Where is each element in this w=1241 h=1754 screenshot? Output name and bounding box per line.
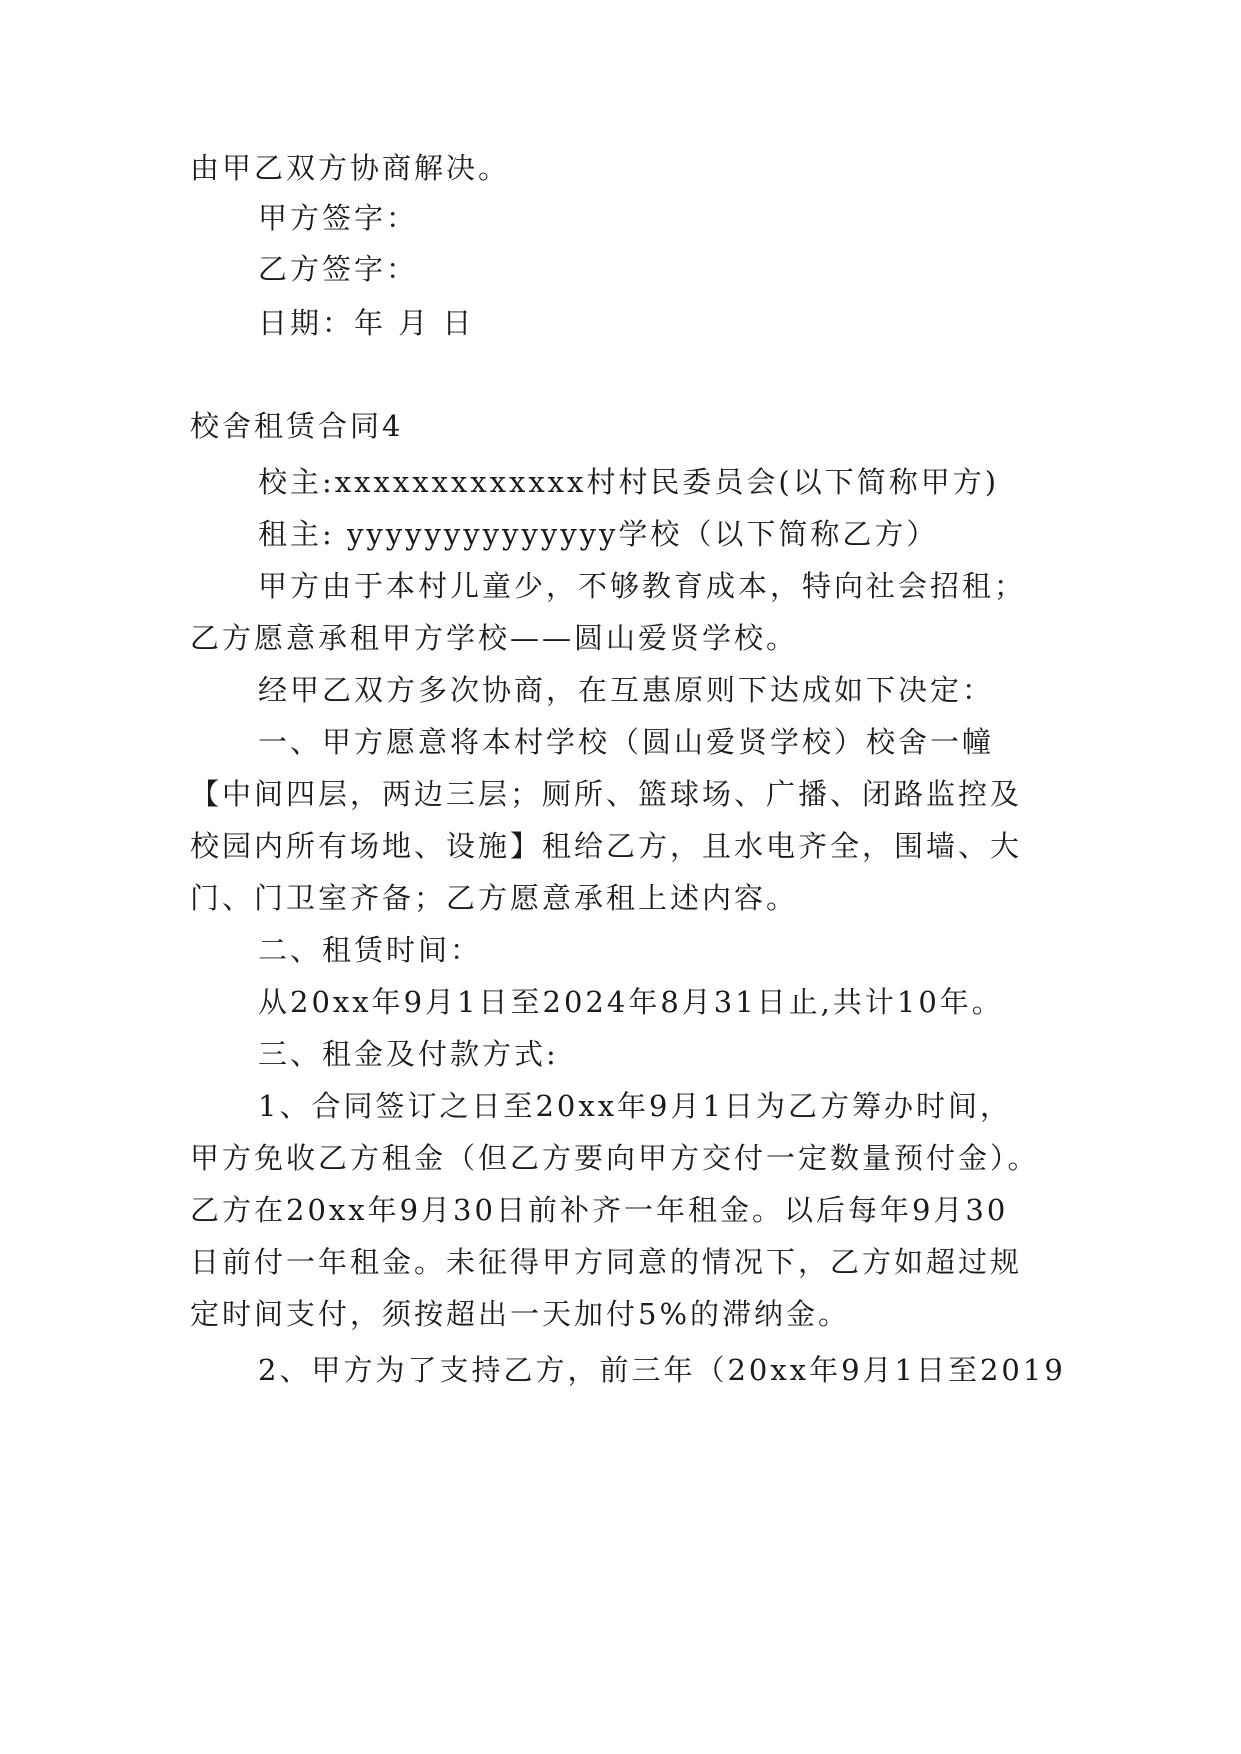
- text-line: 1、合同签订之日至20xx年9月1日为乙方筹办时间，: [258, 1089, 1012, 1123]
- party-a-signature-line: 甲方签字：: [258, 201, 419, 235]
- text-line: 乙方在20xx年9月30日前补齐一年租金。以后每年9月30: [190, 1193, 1009, 1227]
- party-b-signature-line: 乙方签字：: [258, 252, 419, 286]
- text-line: 由甲乙双方协商解决。: [190, 151, 511, 185]
- text-line: 一、甲方愿意将本村学校（圆山爱贤学校）校舍一幢: [258, 725, 995, 759]
- text-line: 乙方愿意承租甲方学校——圆山爱贤学校。: [190, 621, 799, 655]
- text-line: 经甲乙双方多次协商，在互惠原则下达成如下决定：: [258, 673, 995, 707]
- text-line: 租主: yyyyyyyyyyyyyy学校（以下简称乙方）: [258, 517, 939, 551]
- text-line: 日前付一年租金。未征得甲方同意的情况下，乙方如超过规: [190, 1245, 1023, 1279]
- text-line: 甲方由于本村儿童少，不够教育成本，特向社会招租；: [258, 569, 1027, 603]
- text-line: 三、租金及付款方式:: [258, 1037, 559, 1071]
- section-title: 校舍租赁合同4: [190, 409, 404, 443]
- text-line: 定时间支付，须按超出一天加付5%的滞纳金。: [190, 1297, 851, 1331]
- text-line: 校园内所有场地、设施】租给乙方，且水电齐全，围墙、大: [190, 829, 1023, 863]
- text-line: 门、门卫室齐备；乙方愿意承租上述内容。: [190, 881, 799, 915]
- text-line: 从20xx年9月1日至2024年8月31日止,共计10年。: [258, 985, 1004, 1019]
- text-line: 【中间四层，两边三层；厕所、篮球场、广播、闭路监控及: [190, 777, 1023, 811]
- text-line: 二、租赁时间：: [258, 933, 483, 967]
- text-line: 2、甲方为了支持乙方，前三年（20xx年9月1日至2019: [258, 1353, 1066, 1387]
- date-line: 日期：年 月 日: [258, 306, 475, 340]
- text-line: 甲方免收乙方租金（但乙方要向甲方交付一定数量预付金）。: [190, 1141, 1040, 1175]
- text-line: 校主:xxxxxxxxxxxxx村村民委员会(以下简称甲方): [258, 465, 1000, 499]
